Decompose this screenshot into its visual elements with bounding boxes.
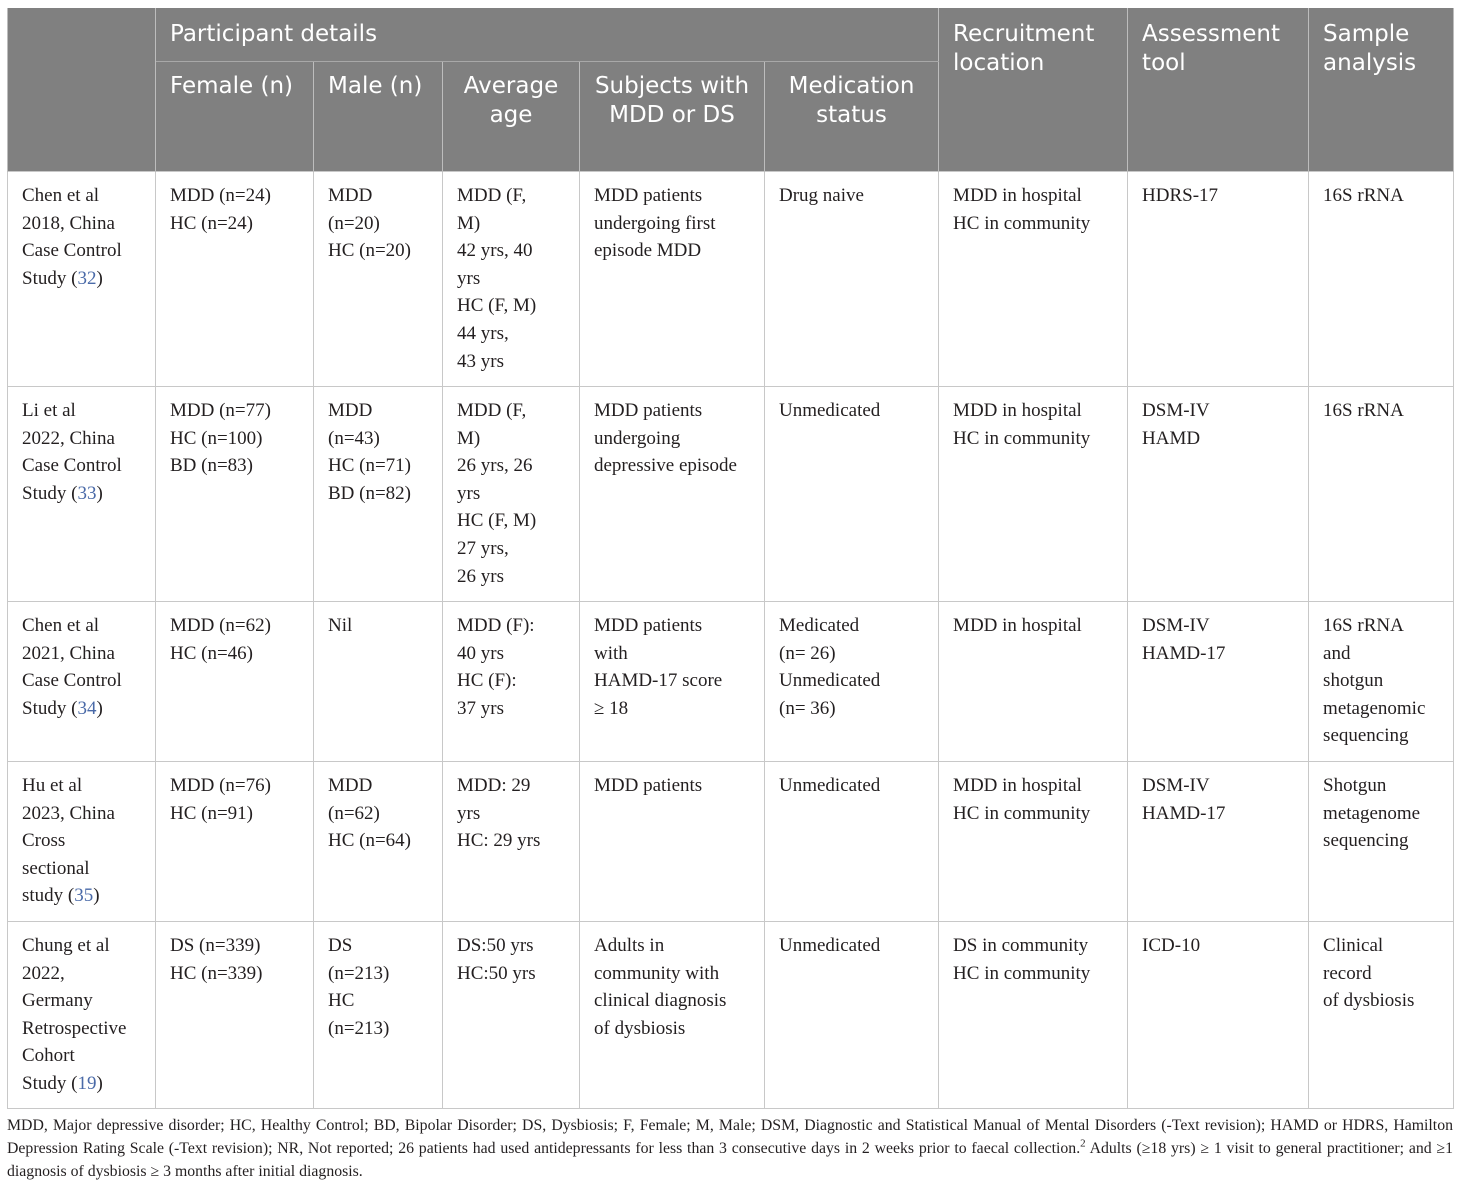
study-cell	[8, 922, 156, 1109]
subjects-cell	[580, 172, 765, 387]
header-subjects: Subjects with MDD or DS	[580, 62, 765, 172]
cell-line: HC (F, M)	[457, 510, 537, 532]
cell-line: (n=20)	[328, 212, 380, 234]
table-row	[8, 602, 1454, 762]
study-line: Retrospective	[22, 1017, 127, 1039]
study-line: study (35)	[22, 885, 100, 907]
sample-analysis-cell	[1309, 602, 1454, 762]
footnote-superscript: 2	[1080, 1137, 1086, 1150]
average-age-cell	[443, 172, 580, 387]
cell-line: HC (F, M)	[457, 295, 537, 317]
cell-line: of dysbiosis	[1323, 990, 1415, 1012]
table-row	[8, 387, 1454, 602]
cell-line: BD (n=82)	[328, 482, 412, 504]
male-cell	[314, 762, 443, 922]
cell-line: Adults in	[594, 935, 665, 956]
cell-line: 27 yrs,	[457, 537, 509, 559]
subjects-cell	[580, 762, 765, 922]
cell-line: MDD in hospital	[953, 615, 1082, 636]
cell-line: HC in community	[953, 427, 1091, 449]
cell-line: yrs	[457, 482, 481, 504]
header-participant-details: Participant details	[156, 8, 939, 62]
medication-status-cell	[765, 172, 939, 387]
female-cell	[156, 602, 314, 762]
subjects-cell	[580, 602, 765, 762]
cell-line: Drug naive	[779, 185, 864, 206]
cell-line: HC in community	[953, 962, 1091, 984]
cell-line: (n=43)	[328, 427, 380, 449]
cell-line: Unmedicated	[779, 775, 881, 796]
study-line: Cross	[22, 830, 66, 852]
cell-line: undergoing	[594, 427, 681, 449]
sample-analysis-cell	[1309, 762, 1454, 922]
cell-line: MDD (n=62)	[170, 615, 271, 636]
cell-line: MDD	[328, 185, 373, 206]
assessment-tool-cell	[1128, 762, 1309, 922]
header-female: Female (n)	[156, 62, 314, 172]
cell-line: MDD (F,	[457, 400, 527, 421]
footnote-text-b: Adults (≥18 yrs) ≥ 1 visit to general practitioner; and ≥1 diagnosis of dysbiosis ≥ 3 months after initial diagnosis.	[7, 1140, 1453, 1180]
average-age-cell	[443, 922, 580, 1109]
header-study	[8, 8, 156, 172]
cell-line: MDD	[328, 400, 373, 421]
reference-link[interactable]: 34	[77, 697, 97, 719]
cell-line: HC (n=20)	[328, 240, 412, 262]
cell-line: yrs	[457, 802, 481, 824]
subjects-cell	[580, 922, 765, 1109]
study-line: 2023, China	[22, 802, 115, 824]
study-line: Li et al	[22, 400, 76, 421]
table-body	[8, 172, 1454, 1109]
study-cell	[8, 172, 156, 387]
table-container	[7, 8, 1453, 1109]
cell-line: 26 yrs	[457, 565, 504, 587]
study-line: 2022,	[22, 962, 65, 984]
cell-line: BD (n=83)	[170, 455, 254, 477]
header-male: Male (n)	[314, 62, 443, 172]
cell-line: with	[594, 642, 628, 664]
study-line: Case Control	[22, 240, 122, 262]
study-line-text: Study (	[22, 482, 78, 504]
cell-line: MDD (F):	[457, 615, 535, 636]
assessment-tool-cell	[1128, 172, 1309, 387]
cell-line: HAMD	[1142, 427, 1201, 449]
cell-line: metagenome	[1323, 802, 1421, 824]
study-line: Study (32)	[22, 267, 103, 289]
cell-line: MDD patients	[594, 185, 703, 206]
cell-line: metagenomic	[1323, 697, 1426, 719]
table-row	[8, 172, 1454, 387]
cell-line: MDD in hospital	[953, 400, 1082, 421]
study-line-text: study (	[22, 885, 75, 907]
cell-line: (n=62)	[328, 802, 380, 824]
cell-line: 16S rRNA	[1323, 615, 1404, 636]
male-cell	[314, 602, 443, 762]
cell-line: (n=213)	[328, 962, 390, 984]
cell-line: HC (n=91)	[170, 802, 254, 824]
cell-line: yrs	[457, 267, 481, 289]
cell-line: 43 yrs	[457, 350, 504, 372]
cell-line: 26 yrs, 26	[457, 455, 533, 477]
cell-line: of dysbiosis	[594, 1017, 686, 1039]
cell-line: DS:50 yrs	[457, 935, 534, 956]
cell-line: (n=213)	[328, 1017, 390, 1039]
female-cell	[156, 762, 314, 922]
female-cell	[156, 922, 314, 1109]
cell-line: ICD-10	[1142, 935, 1201, 956]
reference-link[interactable]: 19	[77, 1072, 97, 1094]
cell-line: (n= 26)	[779, 642, 836, 664]
study-line: Chung et al	[22, 935, 110, 956]
study-line: Study (33)	[22, 482, 103, 504]
cell-line: DS	[328, 935, 353, 956]
cell-line: DSM-IV	[1142, 615, 1210, 636]
sample-analysis-cell	[1309, 172, 1454, 387]
cell-line: MDD	[328, 775, 373, 796]
reference-link[interactable]: 33	[77, 482, 97, 504]
medication-status-cell	[765, 602, 939, 762]
cell-line: HC (n=64)	[328, 830, 412, 852]
female-cell	[156, 387, 314, 602]
sample-analysis-cell	[1309, 922, 1454, 1109]
cell-line: sequencing	[1323, 830, 1409, 852]
studies-table	[7, 8, 1454, 1109]
study-line: Study (34)	[22, 697, 103, 719]
header-assessment-tool: Assessment tool	[1128, 8, 1309, 172]
cell-line: MDD patients	[594, 615, 703, 636]
cell-line: HC (n=24)	[170, 212, 254, 234]
cell-line: HC	[328, 990, 355, 1012]
average-age-cell	[443, 602, 580, 762]
sample-analysis-cell	[1309, 387, 1454, 602]
reference-link[interactable]: 35	[74, 885, 94, 907]
table-row	[8, 922, 1454, 1109]
medication-status-cell	[765, 387, 939, 602]
cell-line: MDD (n=77)	[170, 400, 271, 421]
cell-line: HC in community	[953, 802, 1091, 824]
cell-line: shotgun	[1323, 670, 1384, 692]
cell-line: Nil	[328, 615, 353, 636]
cell-line: HC (F):	[457, 670, 517, 692]
cell-line: Unmedicated	[779, 935, 881, 956]
cell-line: HAMD-17	[1142, 802, 1226, 824]
cell-line: MDD: 29	[457, 775, 531, 796]
footnote-text-a: MDD, Major depressive disorder; HC, Healthy Control; BD, Bipolar Disorder; DS, Dysbiosis; F, Female; M, Male; DSM, Diagnostic and Statistical Manual of Mental Disorders (-Text revision); HAMD or HDRS, Hamilton Depression Rating Scale (-Text revision); NR, Not reported; 26 patients had used antidepressants for less than 3 consecutive days in 2 weeks prior to faecal collection.	[7, 1117, 1453, 1157]
study-line: 2022, China	[22, 427, 115, 449]
recruitment-location-cell	[939, 922, 1128, 1109]
cell-line: record	[1323, 962, 1372, 984]
cell-line: MDD (n=76)	[170, 775, 271, 796]
cell-line: Medicated	[779, 615, 860, 636]
cell-line: and	[1323, 642, 1351, 664]
study-cell	[8, 602, 156, 762]
study-line: 2021, China	[22, 642, 115, 664]
table-footnote	[7, 1114, 1453, 1183]
cell-line: HC (n=46)	[170, 642, 254, 664]
average-age-cell	[443, 762, 580, 922]
study-line: Chen et al	[22, 185, 100, 206]
recruitment-location-cell	[939, 602, 1128, 762]
cell-line: HAMD-17	[1142, 642, 1226, 664]
study-line-text: Study (	[22, 697, 78, 719]
cell-line: HC:50 yrs	[457, 962, 536, 984]
cell-line: community with	[594, 962, 720, 984]
cell-line: MDD patients	[594, 400, 703, 421]
cell-line: depressive episode	[594, 455, 737, 477]
study-line: Chen et al	[22, 615, 100, 636]
study-line: Study (19)	[22, 1072, 103, 1094]
cell-line: ≥ 18	[594, 697, 629, 719]
cell-line: M)	[457, 427, 481, 449]
assessment-tool-cell	[1128, 387, 1309, 602]
cell-line: Unmedicated	[779, 400, 881, 421]
study-line: Germany	[22, 990, 93, 1012]
cell-line: Clinical	[1323, 935, 1384, 956]
assessment-tool-cell	[1128, 922, 1309, 1109]
medication-status-cell	[765, 922, 939, 1109]
cell-line: DS (n=339)	[170, 935, 261, 956]
cell-line: 40 yrs	[457, 642, 504, 664]
cell-line: MDD patients	[594, 775, 703, 796]
cell-line: sequencing	[1323, 725, 1409, 747]
cell-line: 42 yrs, 40	[457, 240, 533, 262]
male-cell	[314, 387, 443, 602]
assessment-tool-cell	[1128, 602, 1309, 762]
cell-line: 16S rRNA	[1323, 185, 1404, 206]
cell-line: (n= 36)	[779, 697, 836, 719]
cell-line: HC (n=339)	[170, 962, 263, 984]
cell-line: HAMD-17 score	[594, 670, 723, 692]
cell-line: DS in community	[953, 935, 1089, 956]
cell-line: Unmedicated	[779, 670, 881, 692]
study-line: sectional	[22, 857, 90, 879]
average-age-cell	[443, 387, 580, 602]
cell-line: MDD (F,	[457, 185, 527, 206]
study-line: 2018, China	[22, 212, 115, 234]
female-cell	[156, 172, 314, 387]
cell-line: HDRS-17	[1142, 185, 1219, 206]
header-recruitment-location: Recruitment location	[939, 8, 1128, 172]
study-line-text: Study (	[22, 267, 78, 289]
study-cell	[8, 387, 156, 602]
medication-status-cell	[765, 762, 939, 922]
study-line: Case Control	[22, 670, 122, 692]
recruitment-location-cell	[939, 172, 1128, 387]
header-medication-status: Medication status	[765, 62, 939, 172]
cell-line: 37 yrs	[457, 697, 504, 719]
cell-line: HC in community	[953, 212, 1091, 234]
cell-line: DSM-IV	[1142, 775, 1210, 796]
study-line: Hu et al	[22, 775, 83, 796]
cell-line: 16S rRNA	[1323, 400, 1404, 421]
cell-line: MDD (n=24)	[170, 185, 271, 206]
reference-link[interactable]: 32	[77, 267, 97, 289]
cell-line: clinical diagnosis	[594, 990, 727, 1012]
male-cell	[314, 172, 443, 387]
study-line: Case Control	[22, 455, 122, 477]
study-line: Cohort	[22, 1045, 75, 1067]
cell-line: MDD in hospital	[953, 185, 1082, 206]
cell-line: HC: 29 yrs	[457, 830, 541, 852]
subjects-cell	[580, 387, 765, 602]
cell-line: M)	[457, 212, 481, 234]
study-cell	[8, 762, 156, 922]
header-average-age: Average age	[443, 62, 580, 172]
header-row-1	[8, 8, 1454, 62]
cell-line: Shotgun	[1323, 775, 1387, 796]
cell-line: undergoing first	[594, 212, 716, 234]
male-cell	[314, 922, 443, 1109]
cell-line: DSM-IV	[1142, 400, 1210, 421]
recruitment-location-cell	[939, 387, 1128, 602]
cell-line: MDD in hospital	[953, 775, 1082, 796]
cell-line: episode MDD	[594, 240, 702, 262]
cell-line: 44 yrs,	[457, 322, 509, 344]
cell-line: HC (n=71)	[328, 455, 412, 477]
recruitment-location-cell	[939, 762, 1128, 922]
study-line-text: Study (	[22, 1072, 78, 1094]
table-row	[8, 762, 1454, 922]
cell-line: HC (n=100)	[170, 427, 263, 449]
header-sample-analysis: Sample analysis	[1309, 8, 1454, 172]
